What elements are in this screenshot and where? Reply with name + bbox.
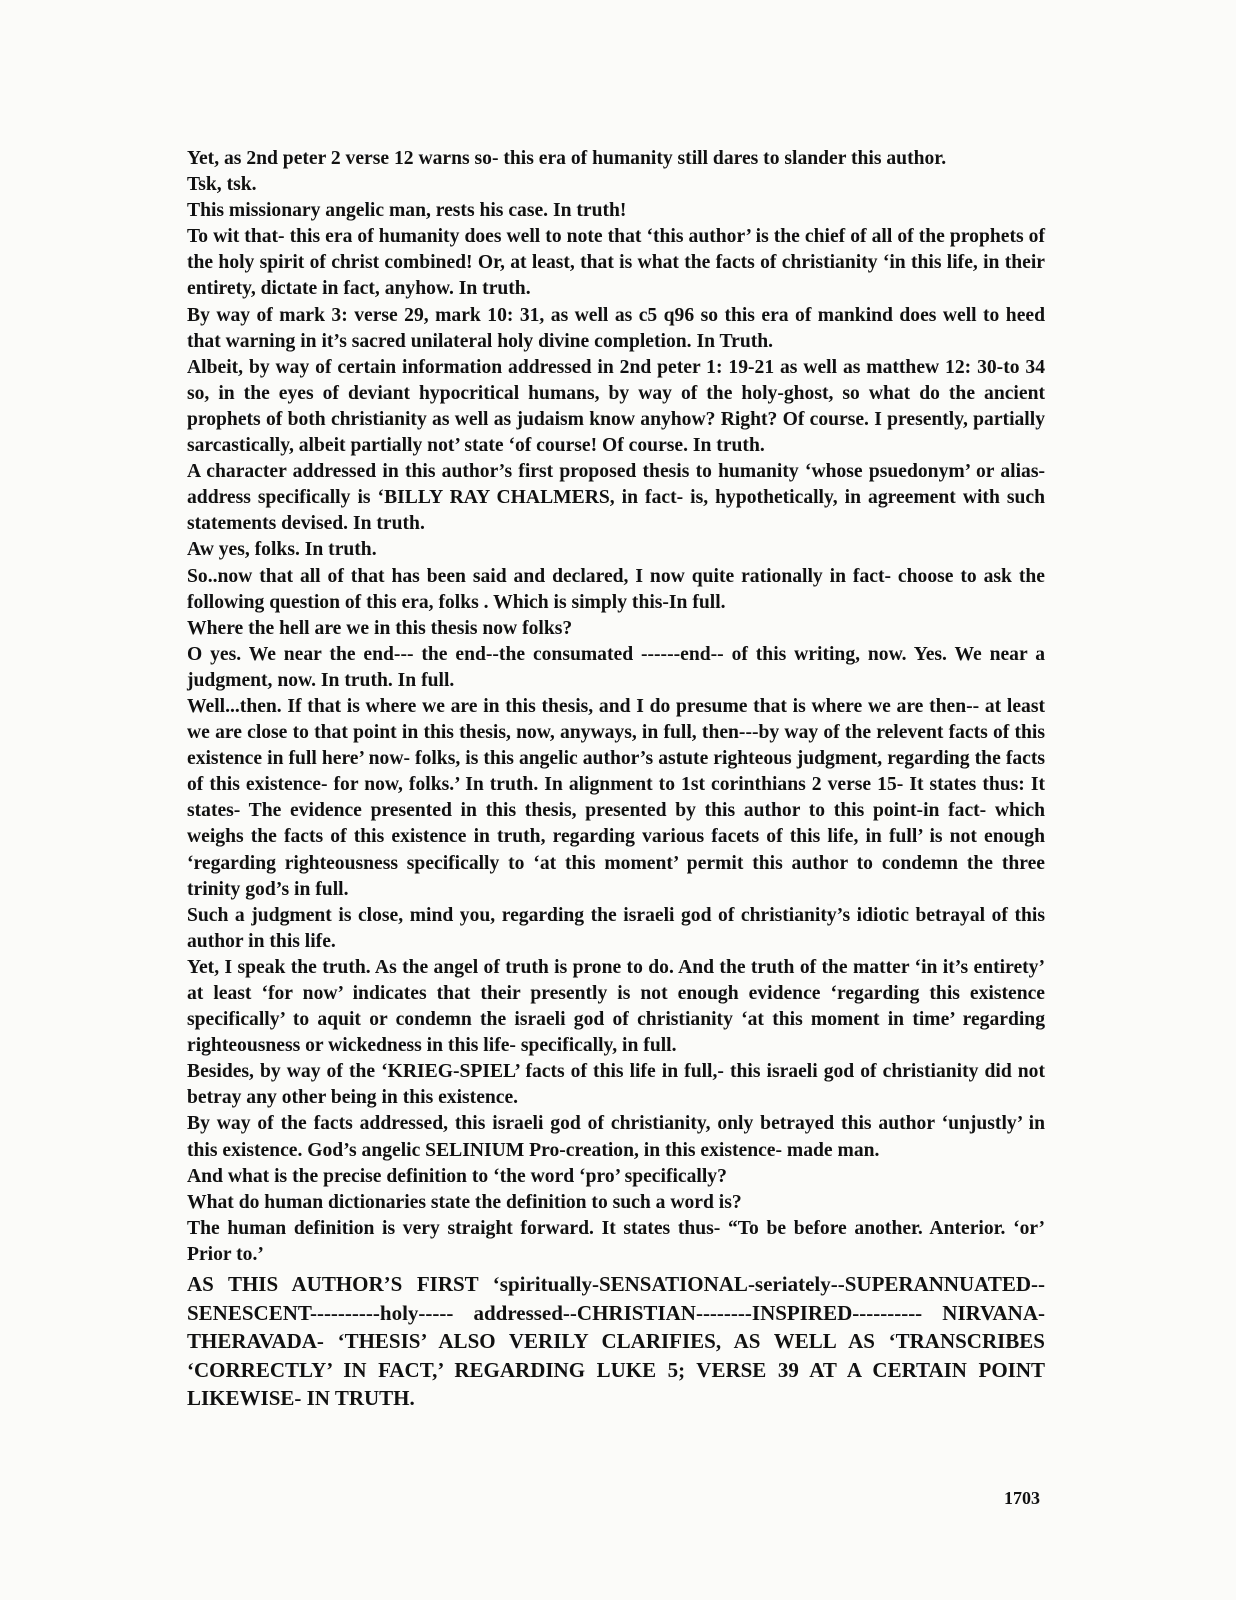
paragraph: By way of mark 3: verse 29, mark 10: 31, as well as c5 q96 so this era of mankind does well to heed that warning in it’s sacred unilateral holy divine completion. In Truth. bbox=[187, 304, 1045, 352]
paragraph: Yet, I speak the truth. As the angel of truth is prone to do. And the truth of the matter ‘in it’s entirety’ at least ‘for now’ indicates that their presently is not enough evidence ‘regarding this existence specifically’ to aquit or condemn the israeli god of christianity ‘at this moment in time’ regarding righteousness or wickedness in this life- specifically, in full. bbox=[187, 956, 1045, 1057]
paragraph: Yet, as 2nd peter 2 verse 12 warns so- this era of humanity still dares to slander this author. bbox=[187, 148, 947, 169]
paragraph: Where the hell are we in this thesis now folks? bbox=[187, 617, 573, 639]
paragraph: Such a judgment is close, mind you, regarding the israeli god of christianity’s idiotic betrayal of this author in this life. bbox=[187, 904, 1045, 952]
paragraph: To wit that- this era of humanity does well to note that ‘this author’ is the chief of all of the prophets of the holy spirit of christ combined! Or, at least, that is what the facts of christianity ‘in this life, in their entirety, dictate in fact, anyhow. In truth. bbox=[187, 226, 1045, 300]
paragraph: Albeit, by way of certain information addressed in 2nd peter 1: 19-21 as well as matthew 12: 30-to 34 so, in the eyes of deviant hypocritical humans, by way of the holy-ghost, so what do the ancient prophets of both christianity as well as judaism know anyhow? Right? Of course. I presently, partially sarcastically, albeit partially not’ state ‘of course! Of course. In truth. bbox=[187, 356, 1045, 457]
paragraph: Aw yes, folks. In truth. bbox=[187, 539, 377, 561]
paragraph: Besides, by way of the ‘KRIEG-SPIEL’ facts of this life in full,- this israeli god of christianity did not betray any other being in this existence. bbox=[187, 1061, 1045, 1109]
paragraph: What do human dictionaries state the definition to such a word is? bbox=[187, 1191, 742, 1213]
paragraph: O yes. We near the end--- the end--the consumated ------end-- of this writing, now. Yes. We near a judgment, now. In truth. In full. bbox=[187, 643, 1045, 691]
closing-statement: AS THIS AUTHOR’S FIRST ‘spiritually-SENSATIONAL-seriately--SUPERANNUATED-- SENESCENT----------holy----- addressed--CHRISTIAN--------INSPIRED---------- NIRVANA-THERAVADA- ‘THESIS’ ALSO VERILY CLARIFIES, AS WELL AS ‘TRANSCRIBES ‘CORRECTLY’ IN FACT,’ REGARDING LUKE 5; VERSE 39 AT A CERTAIN POINT LIKEWISE- IN TRUTH. bbox=[187, 1272, 1045, 1411]
page-number: 1703 bbox=[1004, 1488, 1040, 1508]
paragraph: And what is the precise definition to ‘the word ‘pro’ specifically? bbox=[187, 1165, 727, 1187]
paragraph: The human definition is very straight forward. It states thus- “To be before another. Anterior. ‘or’ Prior to.’ bbox=[187, 1217, 1045, 1265]
body-text bbox=[187, 146, 1045, 1413]
paragraph: By way of the facts addressed, this israeli god of christianity, only betrayed this author ‘unjustly’ in this existence. God’s angelic SELINIUM Pro-creation, in this existence- made man. bbox=[187, 1113, 1045, 1161]
paragraph: So..now that all of that has been said and declared, I now quite rationally in fact- choose to ask the following question of this era, folks . Which is simply this-In full. bbox=[187, 565, 1045, 613]
paragraph: This missionary angelic man, rests his case. In truth! bbox=[187, 200, 627, 222]
paragraph: Well...then. If that is where we are in this thesis, and I do presume that is where we are then-- at least we are close to that point in this thesis, now, anyways, in full, then---by way of the relevent facts of this existence in full here’ now- folks, is this angelic author’s astute righteous judgment, regarding the facts of this existence- for now, folks.’ In truth. In alignment to 1st corinthians 2 verse 15- It states thus: It states- The evidence presented in this thesis, presented by this author to this point-in fact- which weighs the facts of this existence in truth, regarding various facets of this life, in full’ is not enough ‘regarding righteousness specifically to ‘at this moment’ permit this author to condemn the three trinity god’s in full. bbox=[187, 695, 1045, 900]
paragraph: Tsk, tsk. bbox=[187, 174, 257, 196]
paragraph: A character addressed in this author’s first proposed thesis to humanity ‘whose psuedonym’ or alias- address specifically is ‘BILLY RAY CHALMERS, in fact- is, hypothetically, in agreement with such statements devised. In truth. bbox=[187, 461, 1045, 535]
